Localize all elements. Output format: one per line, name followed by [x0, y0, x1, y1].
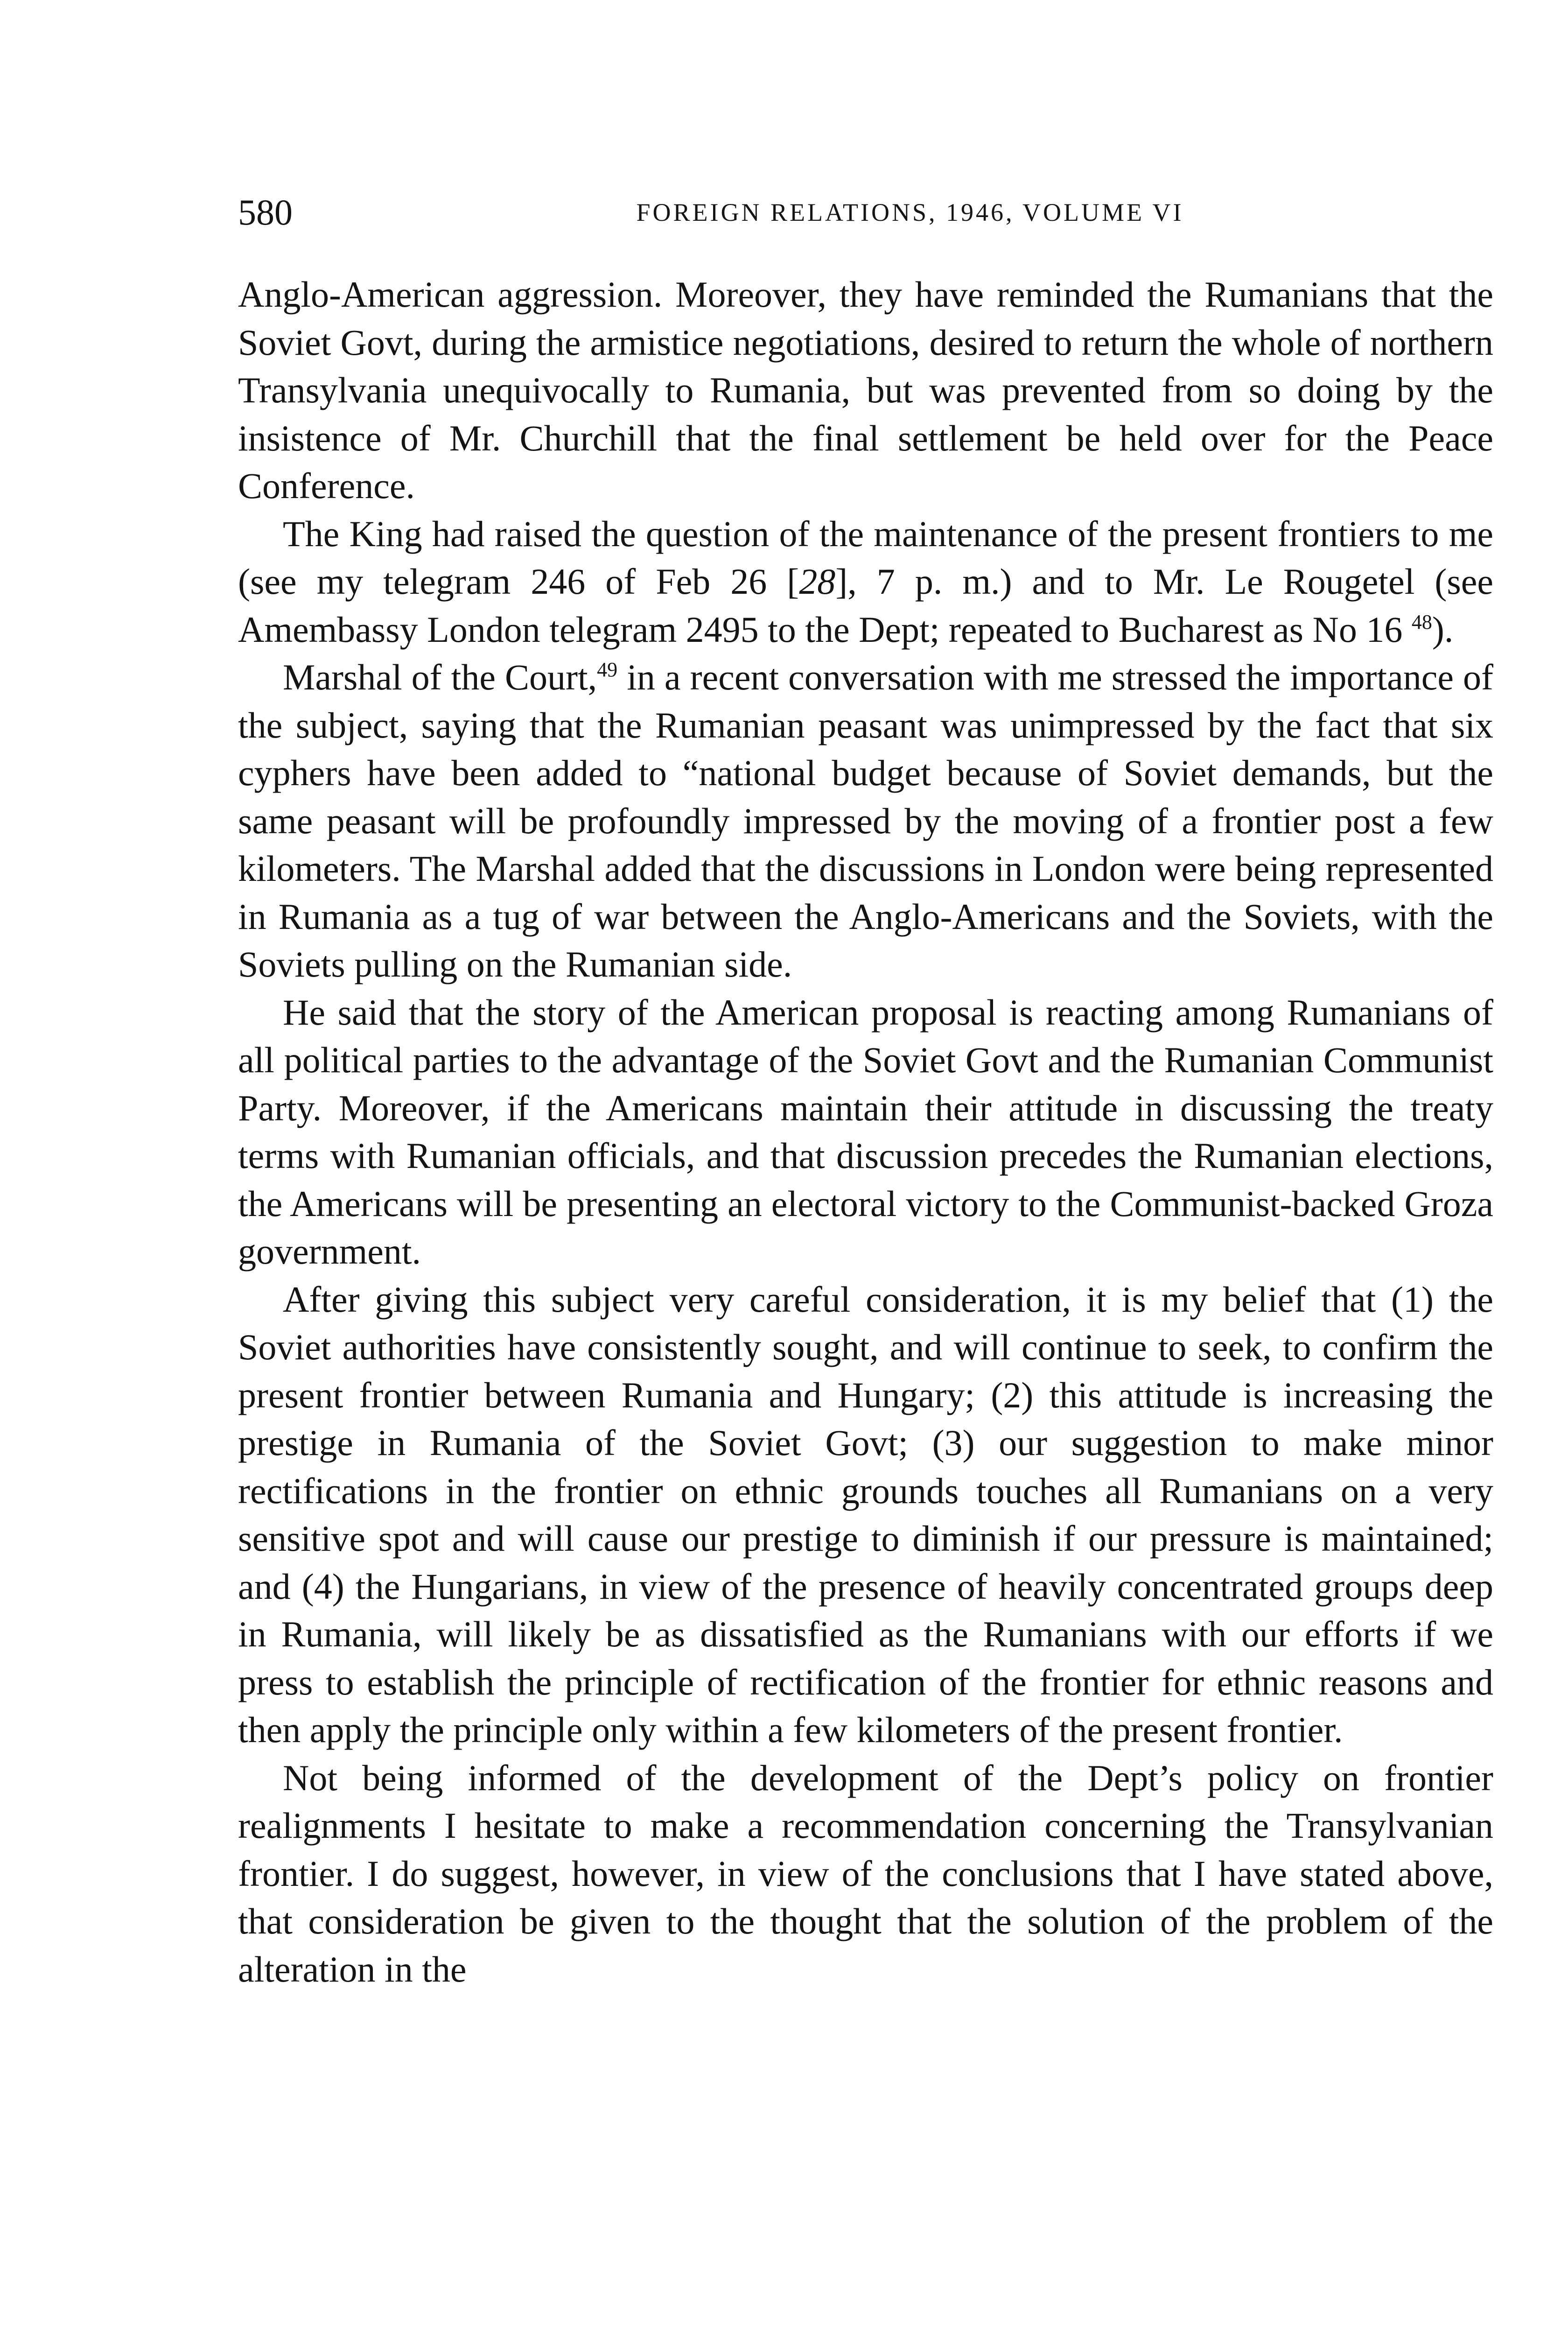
- paragraph-2-text-end: ).: [1432, 609, 1454, 650]
- running-title: FOREIGN RELATIONS, 1946, VOLUME VI: [636, 198, 1184, 226]
- paragraph-1-text: Anglo-American aggression. Moreover, they have reminded the Rumanians that the Soviet Govt, during the armistice negotiations, desired to return the whole of northern Transylvania unequivocally to Rumania, but was prevented from so doing by the insistence of Mr. Churchill that the final settlement be held over for the Peace Conference.: [238, 274, 1493, 506]
- paragraph-2: [238, 510, 1493, 654]
- paragraph-6-text: Not being informed of the development of the Dept’s policy on frontier realignments I hesitate to make a recommendation concerning the Transylvanian frontier. I do suggest, however, in view of the conclusions that I have stated above, that consideration be given to the thought that the solution of the problem of the alteration in the: [238, 1757, 1493, 1990]
- paragraph-1: [238, 271, 1493, 510]
- paragraph-4: [238, 989, 1493, 1276]
- paragraph-5-text: After giving this subject very careful consideration, it is my belief that (1) the Soviet authorities have consistently sought, and will continue to seek, to confirm the present frontier between Rumania and Hungary; (2) this attitude is increasing the prestige in Rumania of the Soviet Govt; (3) our suggestion to make minor rectifications in the frontier on ethnic grounds touches all Rumanians on a very sensitive spot and will cause our prestige to diminish if our pressure is maintained; and (4) the Hungarians, in view of the presence of heavily concentrated groups deep in Rumania, will likely be as dissatisfied as the Rumanians with our efforts if we press to establish the principle of rectification of the frontier for ethnic reasons and then apply the principle only within a few kilometers of the present frontier.: [238, 1279, 1493, 1750]
- page-number: 580: [238, 192, 293, 232]
- paragraph-5: [238, 1276, 1493, 1754]
- paragraph-2-corrected-date: 28: [799, 561, 836, 602]
- paragraph-3: [238, 654, 1493, 989]
- footnote-ref-49: 49: [597, 658, 618, 681]
- paragraph-6: [238, 1754, 1493, 1994]
- paragraph-3-text-start: Marshal of the Court,: [283, 657, 597, 697]
- paragraph-2-text-start: The King had raised the question of the maintenance of the present frontiers to me (see my telegram 246 of Feb 26 [: [238, 513, 1493, 602]
- footnote-ref-48: 48: [1411, 610, 1432, 633]
- paragraph-3-text-rest: in a recent conversation with me stressed the importance of the subject, saying that the Rumanian peasant was unimpressed by the fact that six cyphers have been added to “national budget because of Soviet demands, but the same peasant will be profoundly impressed by the moving of a frontier post a few kilometers. The Marshal added that the discussions in London were being represented in Rumania as a tug of war between the Anglo-Americans and the Soviets, with the Soviets pulling on the Rumanian side.: [238, 657, 1493, 984]
- paragraph-4-text: He said that the story of the American proposal is reacting among Rumanians of all political parties to the advantage of the Soviet Govt and the Rumanian Communist Party. Moreover, if the Americans maintain their attitude in discussing the treaty terms with Rumanian officials, and that discussion precedes the Rumanian elections, the Americans will be presenting an electoral victory to the Communist-backed Groza government.: [238, 991, 1493, 1272]
- paragraph-2-text-middle: ], 7 p. m.) and to Mr. Le Rougetel (see Amembassy London telegram 2495 to the Dept; repeated to Bucharest as No 16: [238, 561, 1493, 650]
- running-head: [238, 187, 1498, 238]
- body-text: [238, 271, 1493, 1993]
